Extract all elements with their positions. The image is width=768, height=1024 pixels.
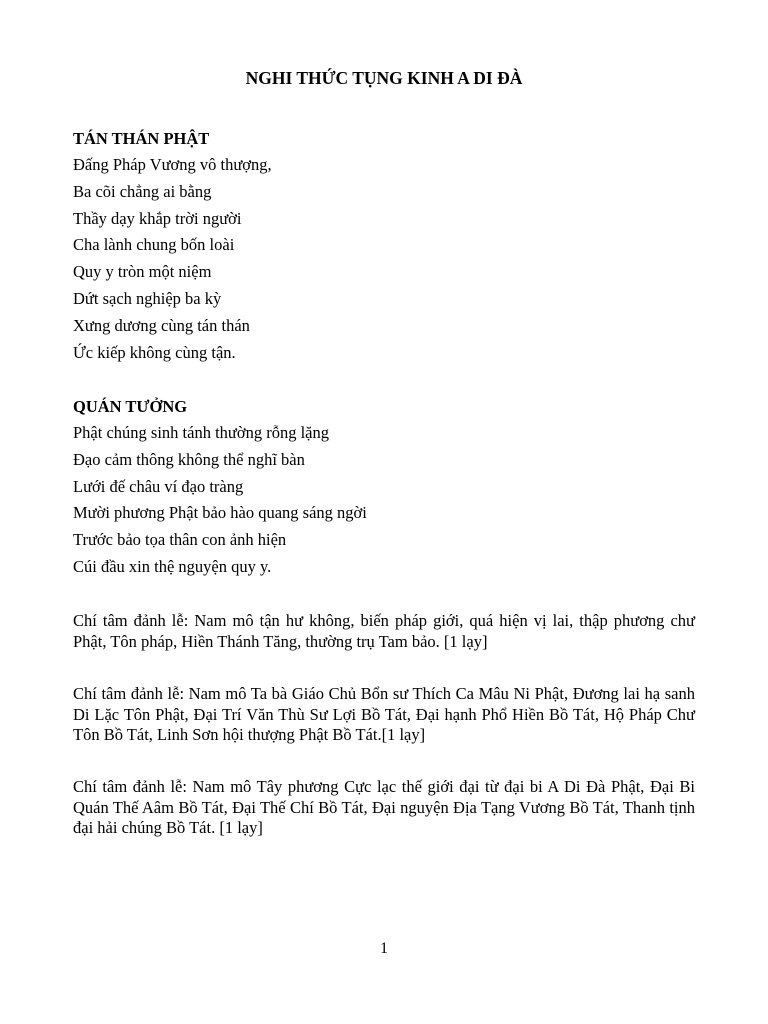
- prostration-paragraph: Chí tâm đảnh lễ: Nam mô Ta bà Giáo Chủ Bổn sư Thích Ca Mâu Ni Phật, Đương lai hạ sanh Di Lặc Tôn Phật, Đại Trí Văn Thù Sư Lợi Bồ Tát, Đại hạnh Phổ Hiền Bồ Tát, Hộ Pháp Chư Tôn Bồ Tát, Linh Sơn hội thượng Phật Bồ Tát.[1 lạy]: [73, 684, 695, 744]
- verse-line: Dứt sạch nghiệp ba kỳ: [73, 288, 222, 308]
- verse-line: Cúi đầu xin thệ nguyện quy y.: [73, 556, 272, 576]
- verse-line: Thầy dạy khắp trời người: [73, 208, 242, 228]
- section-tan-than-phat: [73, 125, 695, 366]
- verse-line: Cha lành chung bốn loài: [73, 235, 235, 255]
- section-heading: QUÁN TƯỞNG: [73, 397, 188, 416]
- section-heading: TÁN THÁN PHẬT: [73, 129, 210, 148]
- prostration-paragraph: Chí tâm đảnh lễ: Nam mô tận hư không, biến pháp giới, quá hiện vị lai, thập phương chư Phật, Tôn pháp, Hiền Thánh Tăng, thường trụ Tam bảo. [1 lạy]: [73, 611, 695, 651]
- page-number: 1: [380, 940, 388, 957]
- verse-line: Trước bảo tọa thân con ảnh hiện: [73, 530, 287, 550]
- verse-line: Xưng dương cùng tán thán: [73, 315, 250, 335]
- prostration-paragraph: Chí tâm đảnh lễ: Nam mô Tây phương Cực lạc thế giới đại từ đại bi A Di Đà Phật, Đại Bi Quán Thế Aâm Bồ Tát, Đại Thế Chí Bồ Tát, Đại nguyện Địa Tạng Vương Bồ Tát, Thanh tịnh đại hải chúng Bồ Tát. [1 lạy]: [73, 777, 695, 837]
- verse-line: Đấng Pháp Vương vô thượng,: [73, 155, 272, 174]
- verse-line: Phật chúng sinh tánh thường rỗng lặng: [73, 423, 329, 442]
- verse-line: Ức kiếp không cùng tận.: [73, 342, 236, 362]
- verse-line: Quy y tròn một niệm: [73, 262, 212, 282]
- verse-line: Ba cõi chẳng ai bằng: [73, 181, 212, 201]
- document-title: NGHI THỨC TỤNG KINH A DI ĐÀ: [245, 68, 523, 88]
- section-quan-tuong: [73, 393, 695, 581]
- verse-line: Đạo cảm thông không thể nghĩ bàn: [73, 449, 305, 469]
- verse-line: Lưới đế châu ví đạo tràng: [73, 476, 244, 496]
- verse-line: Mười phương Phật bảo hào quang sáng ngời: [73, 503, 367, 523]
